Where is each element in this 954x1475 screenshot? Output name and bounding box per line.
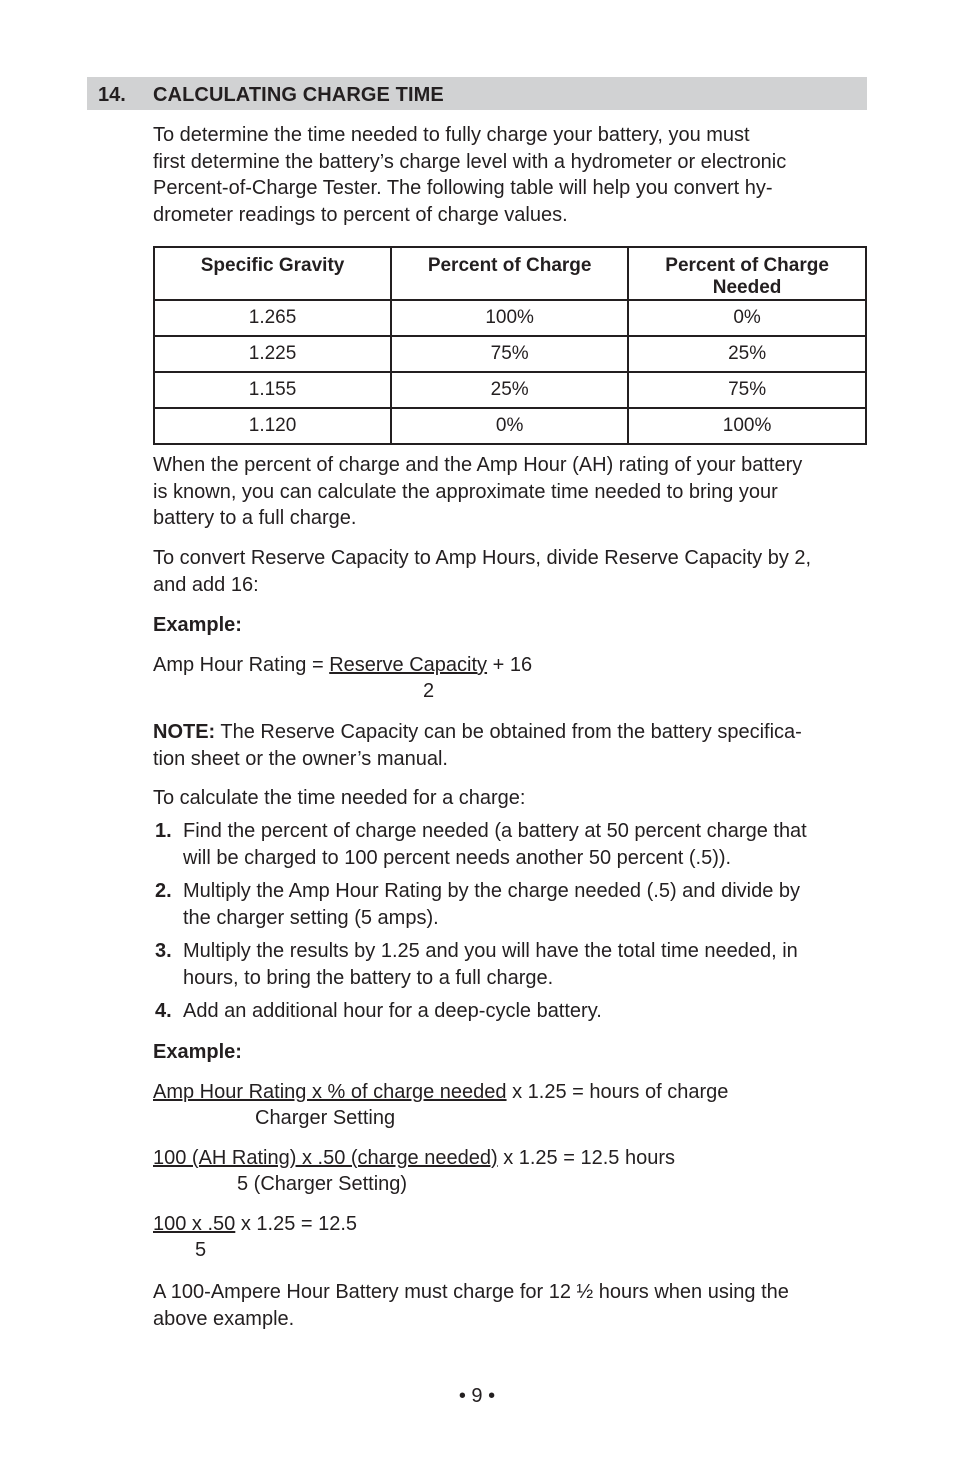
- table-row: [154, 372, 866, 408]
- step-number: 4.: [155, 1000, 172, 1022]
- table-cell: 75%: [628, 372, 866, 408]
- formula-numerator: 100 x .50: [153, 1213, 236, 1235]
- header-percent-needed: [628, 247, 866, 300]
- note-paragraph: [153, 719, 869, 772]
- table-cell: 100%: [391, 300, 628, 336]
- specific-gravity-table: [153, 246, 867, 445]
- note-label: NOTE:: [153, 721, 216, 743]
- formula-simplified: [153, 1213, 357, 1236]
- table-cell: 100%: [628, 408, 866, 444]
- step-line: hours, to bring the battery to a full charge.: [183, 967, 554, 989]
- table-header-row: [154, 247, 866, 300]
- paragraph-line: When the percent of charge and the Amp Hour (AH) rating of your battery: [153, 454, 803, 476]
- paragraph-line: A 100-Ampere Hour Battery must charge for 12 ½ hours when using the: [153, 1281, 789, 1303]
- table-cell: 25%: [391, 372, 628, 408]
- amp-hour-paragraph: [153, 452, 869, 532]
- example-label: Example:: [153, 1041, 242, 1063]
- step-line: will be charged to 100 percent needs another 50 percent (.5)).: [183, 847, 732, 869]
- table-cell: 0%: [628, 300, 866, 336]
- table-cell: 75%: [391, 336, 628, 372]
- paragraph-line: is known, you can calculate the approximate time needed to bring your: [153, 480, 778, 503]
- table-cell: 1.120: [154, 408, 391, 444]
- note-line: tion sheet or the owner’s manual.: [153, 747, 448, 770]
- formula-prefix: Amp Hour Rating =: [153, 654, 330, 676]
- step-line: the charger setting (5 amps).: [183, 907, 439, 929]
- step-line: Multiply the results by 1.25 and you will have the total time needed, in: [183, 940, 798, 962]
- section-number: 14.: [98, 84, 126, 106]
- formula-denominator: 5: [195, 1239, 207, 1261]
- table-cell: 0%: [391, 408, 628, 444]
- intro-line: drometer readings to percent of charge values.: [153, 203, 568, 226]
- formula-denominator: 5 (Charger Setting): [237, 1173, 408, 1195]
- section-title: CALCULATING CHARGE TIME: [153, 84, 444, 106]
- formula-suffix: x 1.25 = 12.5: [235, 1213, 358, 1235]
- header-percent-needed-label: Percent of Charge Needed: [665, 255, 829, 298]
- table-row: [154, 300, 866, 336]
- formula-amp-hour-rating: [153, 654, 532, 677]
- formula-suffix: x 1.25 = hours of charge: [506, 1081, 729, 1103]
- table-cell: 1.155: [154, 372, 391, 408]
- paragraph-line: battery to a full charge.: [153, 507, 357, 529]
- table-cell: 25%: [628, 336, 866, 372]
- formula-hours-of-charge: [153, 1081, 728, 1104]
- header-specific-gravity: Specific Gravity: [154, 247, 391, 300]
- formula-denominator: 2: [423, 680, 435, 702]
- formula-suffix: x 1.25 = 12.5 hours: [497, 1147, 675, 1169]
- formula-denominator: Charger Setting: [255, 1107, 396, 1129]
- formula-numerator: Reserve Capacity: [329, 654, 488, 676]
- paragraph-line: above example.: [153, 1307, 295, 1330]
- conclusion-paragraph: [153, 1279, 869, 1332]
- step-text: [183, 878, 873, 932]
- formula-suffix: + 16: [487, 654, 533, 676]
- paragraph-line: To convert Reserve Capacity to Amp Hours, divide Reserve Capacity by 2,: [153, 547, 812, 569]
- note-text: The Reserve Capacity can be obtained from the battery specifica-: [215, 721, 802, 743]
- paragraph-line: and add 16:: [153, 573, 259, 596]
- step-number: 2.: [155, 880, 172, 902]
- convert-paragraph: [153, 545, 869, 598]
- step-line: Multiply the Amp Hour Rating by the charge needed (.5) and divide by: [183, 880, 801, 902]
- intro-paragraph: [153, 122, 869, 228]
- formula-example-calculation: [153, 1147, 675, 1170]
- page-number: • 9 •: [458, 1385, 496, 1407]
- table-row: [154, 408, 866, 444]
- intro-line: To determine the time needed to fully charge your battery, you must: [153, 124, 750, 146]
- step-text: [183, 998, 873, 1025]
- step-number: 3.: [155, 940, 172, 962]
- table-row: [154, 336, 866, 372]
- step-text: [183, 938, 873, 992]
- intro-line: Percent-of-Charge Tester. The following table will help you convert hy-: [153, 177, 773, 199]
- example-label: Example:: [153, 614, 242, 636]
- header-percent-of-charge: Percent of Charge: [391, 247, 628, 300]
- step-line: Find the percent of charge needed (a battery at 50 percent charge that: [183, 820, 807, 842]
- step-line: Add an additional hour for a deep-cycle battery.: [183, 1000, 602, 1022]
- step-text: [183, 818, 873, 872]
- table-cell: 1.265: [154, 300, 391, 336]
- table-cell: 1.225: [154, 336, 391, 372]
- note-line: [153, 719, 869, 746]
- formula-numerator: 100 (AH Rating) x .50 (charge needed): [153, 1147, 498, 1169]
- step-number: 1.: [155, 820, 172, 842]
- calc-intro: To calculate the time needed for a charge:: [153, 787, 526, 809]
- formula-numerator: Amp Hour Rating x % of charge needed: [153, 1081, 507, 1103]
- intro-line: first determine the battery’s charge level with a hydrometer or electronic: [153, 150, 787, 173]
